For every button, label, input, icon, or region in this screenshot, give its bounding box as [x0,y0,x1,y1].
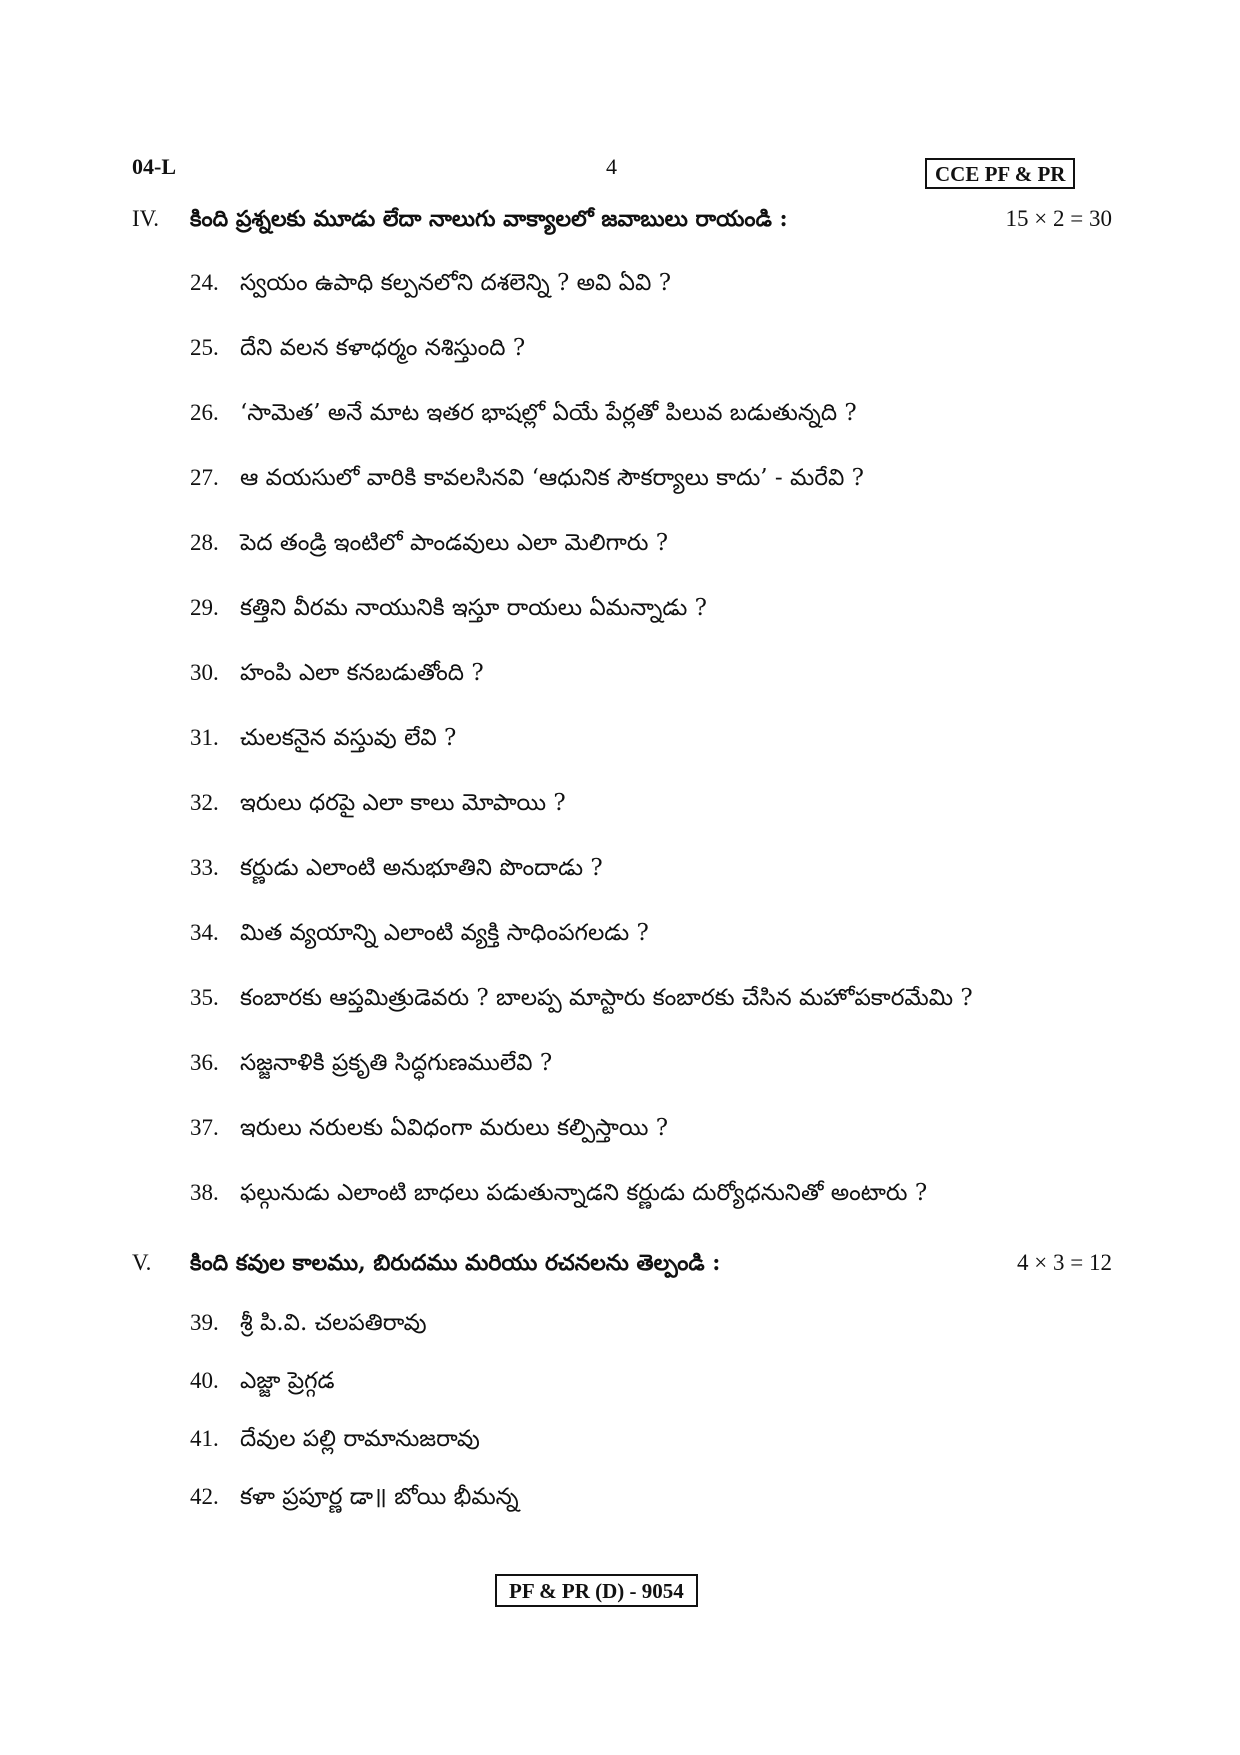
paper-code-box: CCE PF & PR [925,158,1075,189]
question-text: హంపి ఎలా కనబడుతోంది ? [240,660,484,686]
question-number: 33. [190,855,219,880]
question-number: 35. [190,985,219,1010]
question-text: చులకనైన వస్తువు లేవి ? [240,725,457,751]
question-text: కర్ణుడు ఎలాంటి అనుభూతిని పొందాడు ? [240,855,603,881]
question-text: ఎజ్జా ప్రెగ్గడ [240,1368,335,1394]
question-number: 31. [190,725,219,750]
question-number: 41. [190,1426,219,1451]
section-instruction: కింది కవుల కాలము, బిరుదము మరియు రచనలను తెల్పండి : [190,1250,721,1276]
question-number: 38. [190,1180,219,1205]
page-number: 4 [606,154,617,179]
question-text: కత్తిని వీరమ నాయునికి ఇస్తూ రాయలు ఏమన్నాడు ? [240,595,707,621]
question-number: 42. [190,1484,219,1509]
question-item [190,595,1110,631]
question-item [190,1368,1110,1404]
question-item [190,725,1110,761]
question-item [190,400,1110,436]
question-item [190,1180,1110,1216]
subject-code: 04-L [132,154,176,179]
question-item [190,1050,1110,1086]
question-number: 32. [190,790,219,815]
question-text: స్వయం ఉపాధి కల్పనలోని దశలెన్ని ? అవి ఏవి ? [240,270,672,296]
section-instruction: కింది ప్రశ్నలకు మూడు లేదా నాలుగు వాక్యాలలో జవాబులు రాయండి : [190,206,788,232]
question-text: పెద తండ్రి ఇంటిలో పాండవులు ఎలా మెలిగారు ? [240,530,669,556]
question-number: 39. [190,1310,219,1335]
section-iv-heading [132,206,1112,242]
question-text: దేవుల పల్లి రామానుజరావు [240,1426,480,1452]
question-text: దేని వలన కళాధర్మం నశిస్తుంది ? [240,335,526,361]
section-marks: 15 × 2 = 30 [1005,206,1112,231]
question-number: 26. [190,400,219,425]
question-text: ఆ వయసులో వారికి కావలసినవి ‘ఆధునిక సౌకర్యాలు కాదు’ - మరేవి ? [240,465,864,491]
question-text: కంబారకు ఆప్తమిత్రుడెవరు ? బాలప్ప మాస్టారు కంబారకు చేసిన మహోపకారమేమి ? [240,985,973,1011]
question-number: 28. [190,530,219,555]
question-item [190,1426,1110,1462]
question-text: కళా ప్రపూర్ణ డా॥ బోయి భీమన్న [240,1484,519,1510]
section-number: V. [132,1250,152,1275]
section-marks: 4 × 3 = 12 [1017,1250,1112,1275]
question-item [190,855,1110,891]
question-number: 25. [190,335,219,360]
question-text: సజ్జనాళికి ప్రకృతి సిద్ధగుణములేవి ? [240,1050,553,1076]
section-number: IV. [132,206,160,231]
question-number: 40. [190,1368,219,1393]
question-text: ఇరులు నరులకు ఏవిధంగా మరులు కల్పిస్తాయి ? [240,1115,669,1141]
question-number: 37. [190,1115,219,1140]
question-item [190,465,1110,501]
question-item [190,1115,1110,1151]
question-item [190,335,1110,371]
question-item [190,920,1110,956]
question-text: ఫల్గునుడు ఎలాంటి బాధలు పడుతున్నాడని కర్ణుడు దుర్యోధనునితో అంటారు ? [240,1180,928,1206]
question-item [190,530,1110,566]
question-item [190,790,1110,826]
question-item [190,1484,1110,1520]
question-text: ‘సామెత’ అనే మాట ఇతర భాషల్లో ఏయే పేర్లతో పిలువ బడుతున్నది ? [240,400,857,426]
question-number: 34. [190,920,219,945]
question-number: 29. [190,595,219,620]
footer-paper-code-box: PF & PR (D) - 9054 [495,1574,698,1607]
question-number: 36. [190,1050,219,1075]
question-text: మిత వ్యయాన్ని ఎలాంటి వ్యక్తి సాధింపగలడు ? [240,920,649,946]
question-item [190,1310,1110,1346]
question-item [190,985,1110,1021]
question-item [190,660,1110,696]
question-text: ఇరులు ధరపై ఎలా కాలు మోపాయి ? [240,790,566,816]
question-number: 27. [190,465,219,490]
question-text: శ్రీ పి.వి. చలపతిరావు [240,1310,427,1336]
question-number: 30. [190,660,219,685]
question-number: 24. [190,270,219,295]
question-item [190,270,1110,306]
section-v-heading [132,1250,1112,1286]
